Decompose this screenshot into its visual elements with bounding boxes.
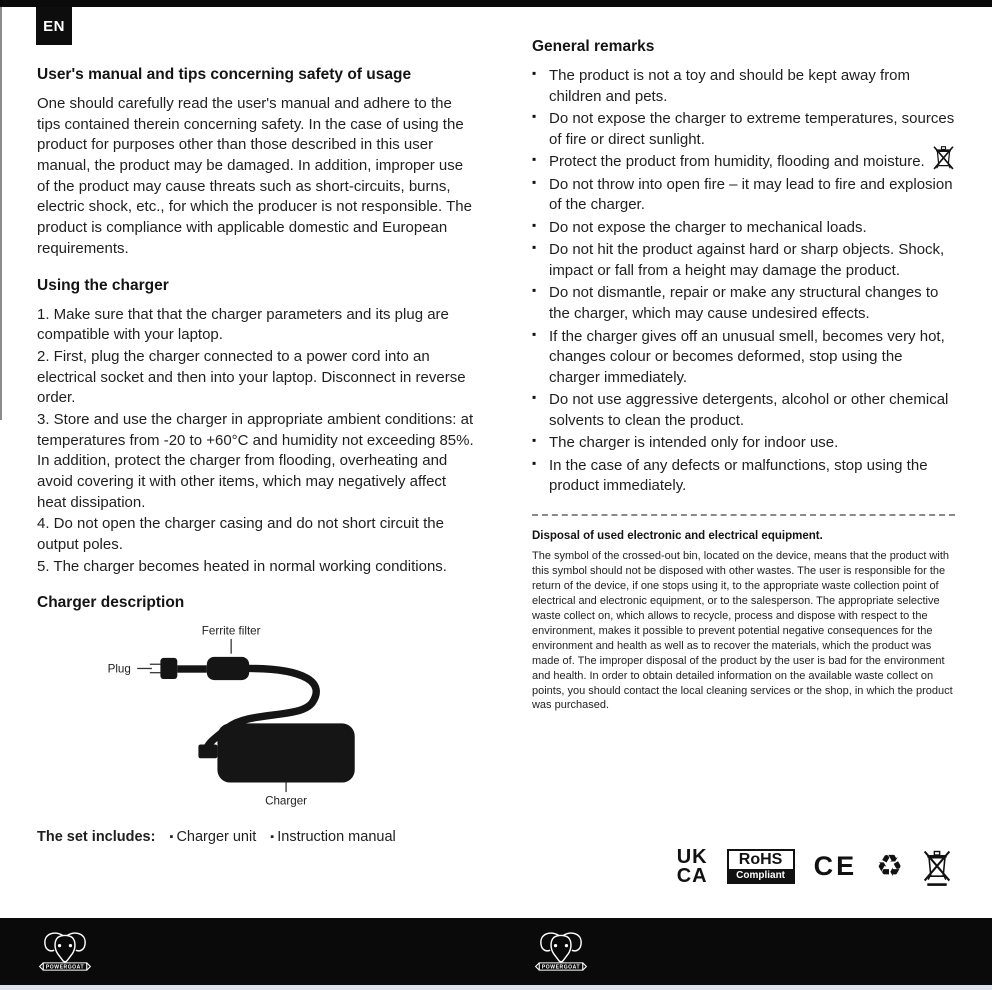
- set-includes-item: ▪ Charger unit: [169, 829, 256, 845]
- goat-skull-icon: [55, 935, 75, 961]
- language-badge: EN: [36, 7, 72, 45]
- charger-diagram-svg: [99, 622, 395, 810]
- remark-item: ▪ In the case of any defects or malfunctions, stop using the product immediately.: [532, 456, 955, 497]
- recycle-icon: ♻: [876, 849, 903, 883]
- set-includes-label: The set includes:: [37, 829, 156, 846]
- step-item: 5. The charger becomes heated in normal working conditions.: [37, 557, 447, 575]
- manual-page: [0, 36, 992, 845]
- rohs-label: RoHS: [738, 851, 783, 868]
- remark-item: ▪ Do not throw into open fire – it may lead to fire and explosion of the charger.: [532, 175, 955, 216]
- ferrite-filter-label: Ferrite filter: [201, 625, 261, 639]
- charger-connector: [198, 745, 217, 759]
- rohs-compliant-label: Compliant: [729, 869, 793, 882]
- ukca-uk: UK: [676, 845, 708, 868]
- plug-label: Plug: [107, 663, 131, 677]
- plug-cable: [177, 666, 207, 673]
- charger-description-heading: Charger description: [37, 594, 185, 612]
- ferrite-filter: [207, 657, 249, 680]
- left-column: [37, 36, 474, 845]
- goat-skull-icon: [551, 935, 571, 961]
- remark-item: ▪ If the charger gives off an unusual smell, becomes very hot, changes colour or becomes deformed, stop using the charger immediately.: [532, 327, 955, 389]
- powergoat-logo: [532, 927, 590, 977]
- charger-label: Charger: [265, 795, 308, 809]
- ukca-ca: CA: [676, 864, 708, 887]
- compliance-marks: [677, 846, 952, 887]
- general-remarks-list: [532, 66, 955, 497]
- charger-brick: [217, 724, 354, 783]
- right-column: [532, 36, 955, 845]
- ukca-mark: [676, 845, 708, 887]
- safety-heading: User's manual and tips concerning safety of usage: [37, 66, 412, 83]
- remark-item: ▪ Protect the product from humidity, flooding and moisture.: [532, 152, 955, 173]
- step-item: 3. Store and use the charger in appropriate ambient conditions: at temperatures from -20 to +60°C and humidity not exceeding 85%. In addition, protect the charger from flooding, overheating and avoid covering it with other items, which may negatively affect heat dissipation.: [37, 410, 474, 511]
- rohs-mark: [727, 849, 795, 884]
- weee-bin-icon: [922, 846, 952, 887]
- disposal-heading: Disposal of used electronic and electrical equipment.: [531, 529, 823, 542]
- plug-body: [160, 658, 177, 679]
- charger-diagram: [99, 622, 474, 815]
- scan-top-edge: [0, 0, 992, 7]
- powergoat-logo: [36, 927, 94, 977]
- footer-bar: [0, 918, 992, 990]
- set-includes-item: ▪ Instruction manual: [270, 829, 395, 845]
- general-remarks-heading: General remarks: [531, 38, 655, 55]
- using-charger-steps: [37, 305, 474, 578]
- weee-bin-icon: [932, 142, 955, 173]
- remark-item: ▪ The charger is intended only for indoor use.: [532, 433, 955, 454]
- step-item: 2. First, plug the charger connected to a power cord into an electrical socket and then into your laptop. Disconnect in reverse order.: [37, 347, 466, 407]
- brand-name: POWERGOAT: [45, 964, 85, 971]
- remark-item: ▪ Do not expose the charger to extreme temperatures, sources of fire or direct sunlight.: [532, 109, 955, 150]
- dashed-divider: [532, 514, 955, 516]
- step-item: 1. Make sure that that the charger parameters and its plug are compatible with your laptop.: [37, 305, 449, 344]
- safety-paragraph: One should carefully read the user's manual and adhere to the tips contained therein concerning safety. In the case of using the product for purposes other than those described in this user manual, the product may be damaged. In addition, improper use of the product may cause threats such as short-circuits, burns, electric shock, etc., for which the producer is not responsible. The product is compliance with applicable domestic and European requirements.: [37, 95, 472, 257]
- ce-mark: CE: [813, 851, 858, 881]
- set-includes-line: [37, 829, 474, 845]
- remark-item: ▪ Do not dismantle, repair or make any structural changes to the charger, which may cause undesired effects.: [532, 283, 955, 324]
- remark-item: ▪ Do not expose the charger to mechanical loads.: [532, 218, 955, 239]
- remark-item: ▪ The product is not a toy and should be kept away from children and pets.: [532, 66, 955, 107]
- brand-name: POWERGOAT: [541, 964, 581, 971]
- step-item: 4. Do not open the charger casing and do not short circuit the output poles.: [37, 515, 444, 554]
- remark-item: ▪ Do not use aggressive detergents, alcohol or other chemical solvents to clean the product.: [532, 390, 955, 431]
- disposal-paragraph: The symbol of the crossed-out bin, located on the device, means that the product with this symbol should not be disposed with other wastes. The user is responsible for the return of the device, if one stops using it, to the appropriate waste collection point of electrical and electronic equipment, or to the salesperson. The appropriate selective waste collect on, which allows to recycle, process and dispose with respect to the environment, makes it possible to prevent potential negative consequences for the environment and health as well as to recover the materials, which the product was made of. The improper disposal of the product by the user is bad for the environment and health. In order to obtain detailed information on the available waste collect on points, you should contact the local cleaning services or the shop, in which the product was purchased.: [531, 549, 953, 712]
- using-charger-heading: Using the charger: [37, 276, 169, 294]
- remark-item: ▪ Do not hit the product against hard or sharp objects. Shock, impact or fall from a height may damage the product.: [532, 240, 955, 281]
